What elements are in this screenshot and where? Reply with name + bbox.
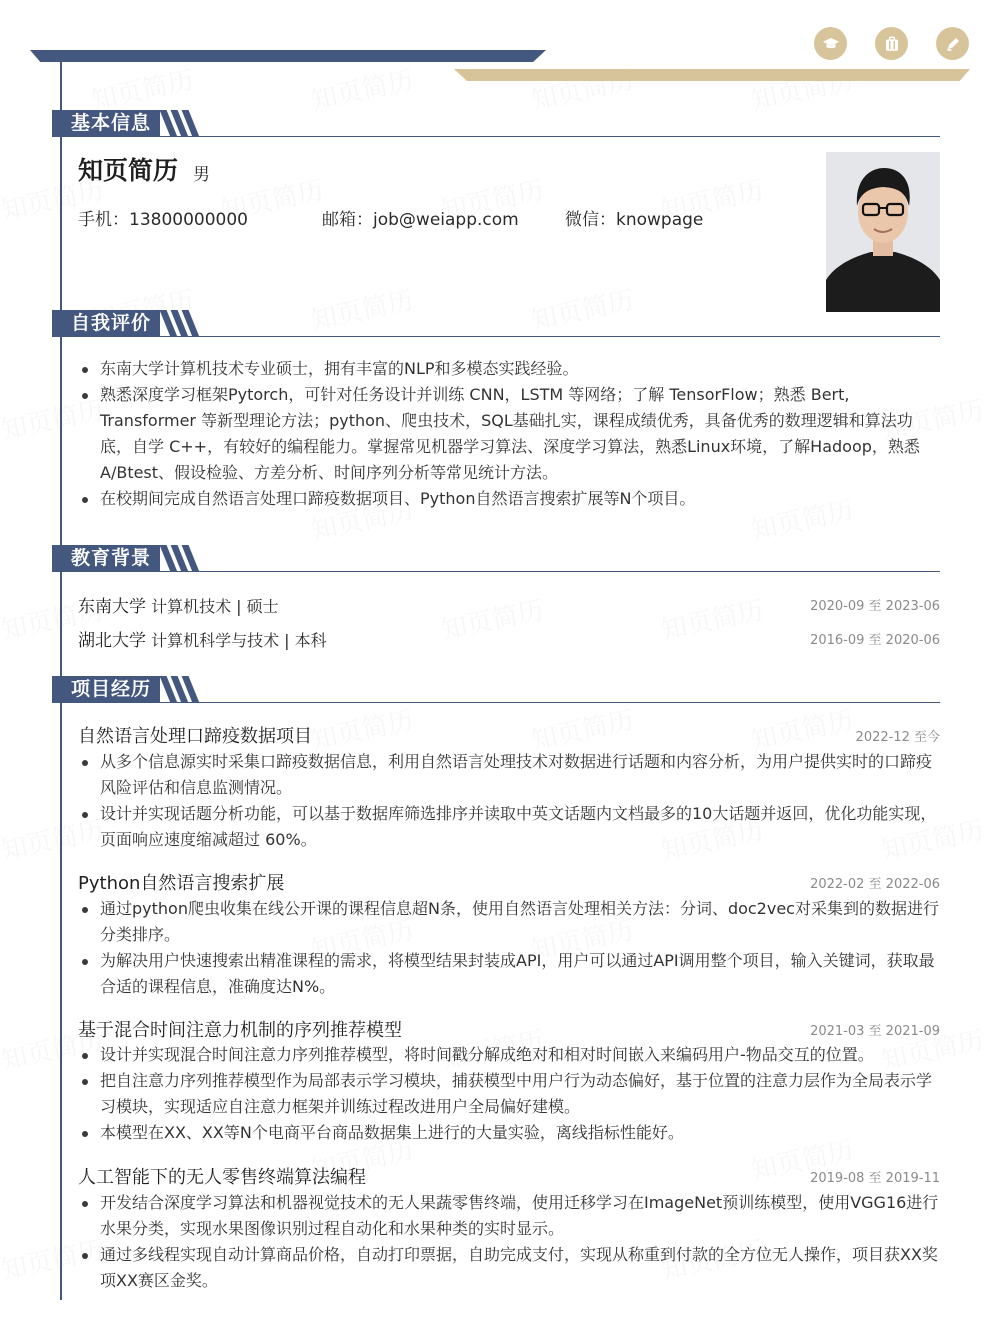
project-bullets — [78, 1190, 940, 1294]
watermark — [307, 60, 416, 118]
project-date: 2022-02 至 2022-06 — [810, 877, 940, 892]
section-rule — [52, 336, 940, 337]
header-bar-gold — [454, 69, 970, 81]
list-item: 从多个信息源实时采集口蹄疫数据信息，利用自然语言处理技术对数据进行话题和内容分析，为用户提供实时的口蹄疫风险评估和信息监测情况。 — [78, 749, 940, 801]
candidate-name: 知页简历 — [78, 156, 179, 185]
graduation-cap-icon — [814, 27, 847, 60]
section-education — [52, 545, 940, 572]
school-name: 湖北大学 — [78, 631, 146, 651]
briefcase-icon — [875, 27, 908, 60]
major-degree: 计算机技术 | 硕士 — [146, 597, 279, 616]
major-degree: 计算机科学与技术 | 本科 — [146, 631, 327, 650]
list-item: 为解决用户快速搜索出精准课程的需求，将模型结果封装成API，用户可以通过API调用整个项目，输入关键词，获取最合适的课程信息，准确度达N%。 — [78, 948, 940, 1000]
list-item: 开发结合深度学习算法和机器视觉技术的无人果蔬零售终端，使用迁移学习在ImageNet预训练模型，使用VGG16进行水果分类，实现水果图像识别过程自动化和水果种类的实时显示。 — [78, 1190, 940, 1242]
project-title: 基于混合时间注意力机制的序列推荐模型 — [78, 1020, 402, 1041]
project-date: 2021-03 至 2021-09 — [810, 1024, 940, 1039]
education-date: 2020-09 至 2023-06 — [810, 599, 940, 614]
list-item: 设计并实现混合时间注意力序列推荐模型，将时间戳分解成绝对和相对时间嵌入来编码用户-物品交互的位置。 — [78, 1042, 940, 1068]
list-item: 本模型在XX、XX等N个电商平台商品数据集上进行的大量实验，离线指标性能好。 — [78, 1120, 940, 1146]
project-bullets — [78, 749, 940, 853]
candidate-gender: 男 — [193, 165, 210, 185]
project-bullets — [78, 1042, 940, 1146]
section-title: 项目经历 — [52, 676, 160, 703]
contact-phone: 手机：13800000000 — [78, 210, 248, 230]
project-date: 2022-12 至今 — [855, 730, 940, 745]
section-title: 基本信息 — [52, 110, 160, 137]
section-rule — [52, 571, 940, 572]
project-title: 人工智能下的无人零售终端算法编程 — [78, 1167, 366, 1188]
list-item: 东南大学计算机技术专业硕士，拥有丰富的NLP和多模态实践经验。 — [78, 356, 940, 382]
section-title: 教育背景 — [52, 545, 160, 572]
list-item: 通过多线程实现自动计算商品价格，自动打印票据，自助完成支付，实现从称重到付款的全方位无人操作，项目获XX奖项XX赛区金奖。 — [78, 1242, 940, 1294]
list-item: 通过python爬虫收集在线公开课的课程信息超N条，使用自然语言处理相关方法：分词、doc2vec对采集到的数据进行分类排序。 — [78, 896, 940, 948]
section-projects — [52, 676, 940, 703]
avatar — [826, 152, 940, 312]
project-bullets — [78, 896, 940, 1000]
self-evaluation-list — [78, 356, 940, 512]
watermark — [87, 60, 196, 118]
contact-email: 邮箱：job@weiapp.com — [322, 210, 519, 230]
section-self-evaluation — [52, 310, 940, 337]
section-basic-info — [52, 110, 940, 137]
project-title: Python自然语言搜索扩展 — [78, 873, 285, 894]
header-bar-navy — [30, 50, 546, 62]
header-icon-group — [814, 27, 969, 60]
project-title: 自然语言处理口蹄疫数据项目 — [78, 726, 312, 747]
list-item: 熟悉深度学习框架Pytorch，可针对任务设计并训练 CNN，LSTM 等网络；了解 TensorFlow；熟悉 Bert, Transformer 等新型理论方法；python、爬虫技术，SQL基础扎实，课程成绩优秀，具备优秀的数理逻辑和算法功底，自学 C++，有较好的编程能力。掌握常见机器学习算法、深度学习算法，熟悉Linux环境，了解Hadoop，熟悉A/Btest、假设检验、方差分析、时间序列分析等常见统计方法。 — [78, 382, 940, 486]
watermark — [527, 60, 636, 118]
education-row — [78, 592, 940, 618]
contact-wechat: 微信：knowpage — [565, 210, 704, 230]
section-title: 自我评价 — [52, 310, 160, 337]
education-row — [78, 626, 940, 652]
section-rule — [52, 136, 940, 137]
education-date: 2016-09 至 2020-06 — [810, 633, 940, 648]
pen-icon — [936, 27, 969, 60]
list-item: 把自注意力序列推荐模型作为局部表示学习模块，捕获模型中用户行为动态偏好，基于位置的注意力层作为全局表示学习模块，实现适应自注意力框架并训练过程改进用户全局偏好建模。 — [78, 1068, 940, 1120]
list-item: 设计并实现话题分析功能，可以基于数据库筛选排序并读取中英文话题内文档最多的10大话题并返回，优化功能实现，页面响应速度缩减超过 60%。 — [78, 801, 940, 853]
watermark — [747, 60, 856, 118]
section-rule — [52, 702, 940, 703]
school-name: 东南大学 — [78, 597, 146, 617]
project-date: 2019-08 至 2019-11 — [810, 1171, 940, 1186]
list-item: 在校期间完成自然语言处理口蹄疫数据项目、Python自然语言搜索扩展等N个项目。 — [78, 486, 940, 512]
